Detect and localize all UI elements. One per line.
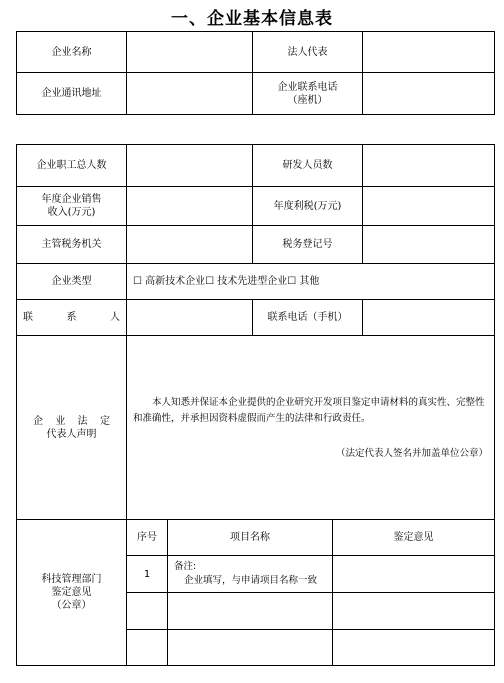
row3-no[interactable] <box>127 630 168 666</box>
contact-label-char: 系 <box>66 312 77 323</box>
contact-label-char: 联 <box>23 312 33 323</box>
landline-label-line1: 企业联系电话 <box>277 81 338 93</box>
col-header-opinion: 鉴定意见 <box>333 520 495 556</box>
declaration-label-char: 法 <box>77 415 88 427</box>
declaration-signature-note: （法定代表人签名并加盖单位公章） <box>335 448 488 459</box>
legal-rep-label: 法人代表 <box>253 32 363 73</box>
dept-label-line3: （公章） <box>51 600 92 611</box>
declaration-label-char: 业 <box>55 415 66 427</box>
company-type-options[interactable]: ☐ 高新技术企业☐ 技术先进型企业☐ 其他 <box>127 264 495 300</box>
row2-opinion-field[interactable] <box>333 593 495 630</box>
employees-label: 企业职工总人数 <box>17 145 127 187</box>
landline-label <box>253 73 363 115</box>
contact-label-char: 人 <box>110 312 120 323</box>
landline-label-line2: （座机） <box>287 94 328 106</box>
mobile-label: 联系电话（手机） <box>253 300 363 336</box>
dept-label-line1: 科技管理部门 <box>41 574 102 585</box>
sales-field[interactable] <box>127 187 253 226</box>
col-header-project: 项目名称 <box>168 520 333 556</box>
declaration-label-char: 定 <box>99 415 110 427</box>
tax-field[interactable] <box>363 187 495 226</box>
row3-opinion-field[interactable] <box>333 630 495 666</box>
tax-reg-field[interactable] <box>363 226 495 264</box>
page-title: 一、企业基本信息表 <box>171 9 333 29</box>
dept-label-line2: 鉴定意见 <box>51 587 92 598</box>
row2-no[interactable] <box>127 593 168 630</box>
legal-rep-field[interactable] <box>363 32 495 73</box>
row1-note-title: 备注: <box>174 561 197 572</box>
declaration-cell <box>127 336 495 520</box>
row1-note-text: 企业填写，与申请项目名称一致 <box>184 575 318 586</box>
rd-staff-field[interactable] <box>363 145 495 187</box>
col-header-no: 序号 <box>127 520 168 556</box>
declaration-text: 本人知悉并保证本企业提供的企业研究开发项目鉴定申请材料的真实性、完整性和准确性，并承担因资料虚假而产生的法律和行政责任。 <box>133 397 485 424</box>
sales-label <box>17 187 127 226</box>
contact-label <box>17 300 127 336</box>
row1-opinion-field[interactable] <box>333 556 495 593</box>
contact-field[interactable] <box>127 300 253 336</box>
mobile-field[interactable] <box>363 300 495 336</box>
tax-authority-field[interactable] <box>127 226 253 264</box>
address-label: 企业通讯地址 <box>17 73 127 115</box>
row1-no: 1 <box>127 556 168 593</box>
company-name-field[interactable] <box>127 32 253 73</box>
tax-authority-label: 主管税务机关 <box>17 226 127 264</box>
dept-opinion-label <box>17 520 127 666</box>
tax-label: 年度利税(万元) <box>253 187 363 226</box>
tax-reg-label: 税务登记号 <box>253 226 363 264</box>
sales-label-line2: 收入(万元) <box>47 207 96 218</box>
landline-field[interactable] <box>363 73 495 115</box>
basic-info-table <box>16 31 495 115</box>
employees-field[interactable] <box>127 145 253 187</box>
row2-project-field[interactable] <box>168 593 333 630</box>
row3-project-field[interactable] <box>168 630 333 666</box>
address-field[interactable] <box>127 73 253 115</box>
declaration-label <box>17 336 127 520</box>
declaration-label-line2: 代表人声明 <box>46 428 97 440</box>
declaration-label-char: 企 <box>33 415 43 427</box>
company-name-label: 企业名称 <box>17 32 127 73</box>
sales-label-line1: 年度企业销售 <box>41 194 102 205</box>
rd-staff-label: 研发人员数 <box>253 145 363 187</box>
opinion-table <box>16 519 495 666</box>
row1-project-note[interactable] <box>168 556 333 593</box>
company-type-label: 企业类型 <box>17 264 127 300</box>
detail-info-table <box>16 144 495 520</box>
